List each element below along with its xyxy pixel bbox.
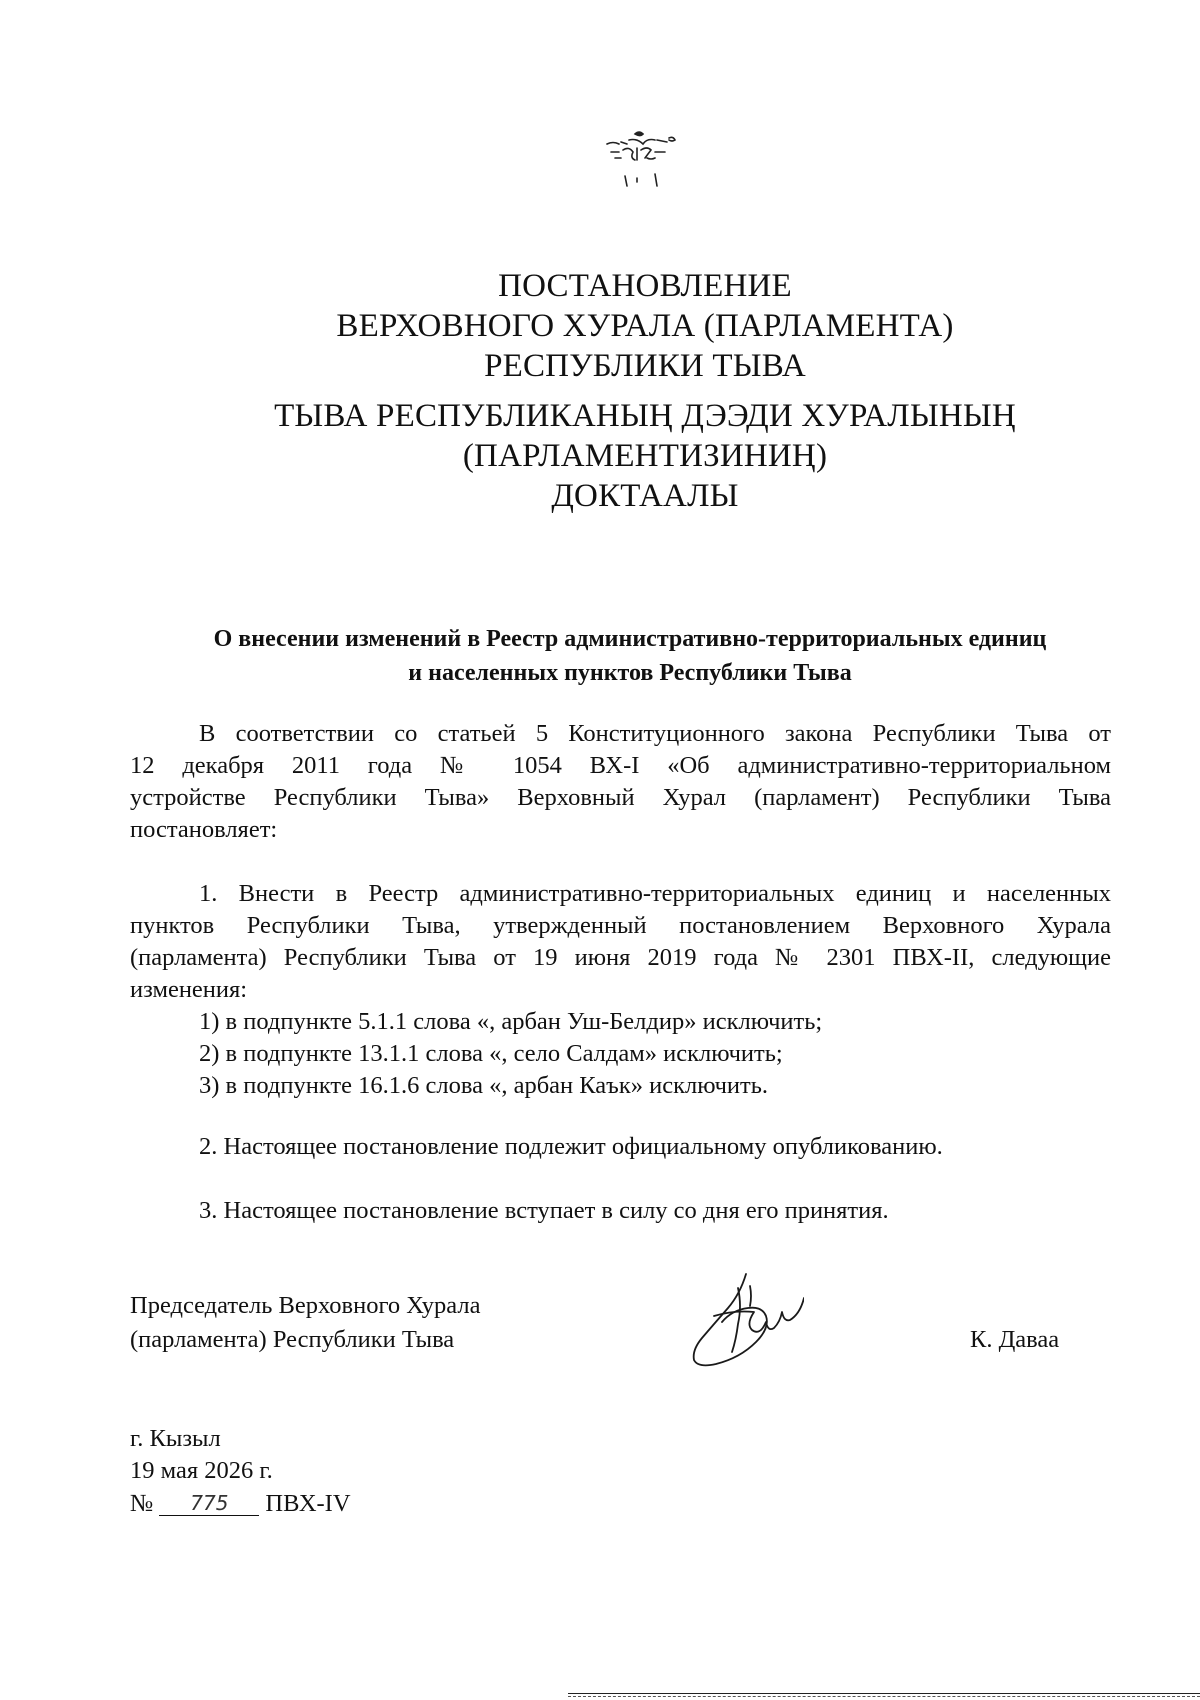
subject-line-2: и населенных пунктов Республики Тыва [408, 660, 852, 686]
subject-line-1: О внесении изменений в Реестр административно-территориальных единиц [213, 626, 1047, 652]
signatory-name: К. Даваа [970, 1326, 1060, 1353]
handwritten-signature [684, 1268, 804, 1372]
title-tyv [0, 396, 1200, 516]
document-subject [130, 622, 1130, 690]
item-1-line-2: пунктов Республики Тыва, утвержденный постановлением Верховного Хурала [130, 912, 1111, 939]
preamble-line-3: устройстве Республики Тыва» Верховный Хурал (парламент) Республики Тыва [130, 784, 1111, 811]
signatory-position [130, 1289, 481, 1357]
title-ru-line-2: ВЕРХОВНОГО ХУРАЛА (ПАРЛАМЕНТА) [336, 308, 954, 344]
item-1-line-4: изменения: [130, 976, 248, 1003]
item-2-paragraph [130, 1131, 1111, 1163]
scan-edge-line [568, 1693, 1200, 1697]
item-1-line-3: (парламента) Республики Тыва от 19 июня 2019 года № 2301 ПВХ-II, следующие [130, 944, 1111, 971]
number-handwritten: 775 [159, 1487, 259, 1516]
item-1-paragraph [130, 878, 1111, 1102]
number-prefix: № [130, 1490, 154, 1517]
title-ru-line-1: ПОСТАНОВЛЕНИЕ [498, 268, 792, 304]
title-ru-line-3: РЕСПУБЛИКИ ТЫВА [484, 348, 806, 384]
item-1-line-1: 1. Внести в Реестр административно-территориальных единиц и населенных [199, 880, 1111, 907]
item-1-subitem-1: 1) в подпункте 5.1.1 слова «, арбан Уш-Белдир» исключить; [199, 1008, 823, 1035]
item-3-text: 3. Настоящее постановление вступает в силу со дня его принятия. [199, 1197, 889, 1224]
title-tyv-line-2: (ПАРЛАМЕНТИЗИНИҢ) [462, 438, 828, 474]
title-tyv-line-1: ТЫВА РЕСПУБЛИКАНЫҢ ДЭЭДИ ХУРАЛЫНЫҢ [274, 398, 1016, 434]
item-1-subitem-3: 3) в подпункте 16.1.6 слова «, арбан Каък» исключить. [199, 1072, 769, 1099]
preamble-line-4: постановляет: [130, 816, 278, 843]
signatory-position-line-1: Председатель Верховного Хурала [130, 1292, 481, 1319]
number-suffix: ПВХ-IV [265, 1490, 351, 1517]
date-of-issue: 19 мая 2026 г. [130, 1457, 273, 1484]
item-3-paragraph [130, 1195, 1111, 1227]
preamble-line-1: В соответствии со статьей 5 Конституционного закона Республики Тыва от [199, 720, 1111, 747]
document-number [130, 1487, 351, 1520]
title-ru [0, 266, 1200, 386]
place-of-issue: г. Кызыл [130, 1425, 221, 1452]
item-2-text: 2. Настоящее постановление подлежит официальному опубликованию. [199, 1133, 943, 1160]
emblem-icon [585, 128, 695, 198]
signatory-position-line-2: (парламента) Республики Тыва [130, 1326, 455, 1353]
title-tyv-line-3: ДОКТААЛЫ [551, 478, 739, 514]
preamble-line-2: 12 декабря 2011 года № 1054 ВХ-I «Об административно-территориальном [130, 752, 1111, 779]
item-1-subitem-2: 2) в подпункте 13.1.1 слова «, село Салдам» исключить; [199, 1040, 783, 1067]
preamble-paragraph [130, 718, 1111, 846]
document-footer [130, 1423, 351, 1520]
